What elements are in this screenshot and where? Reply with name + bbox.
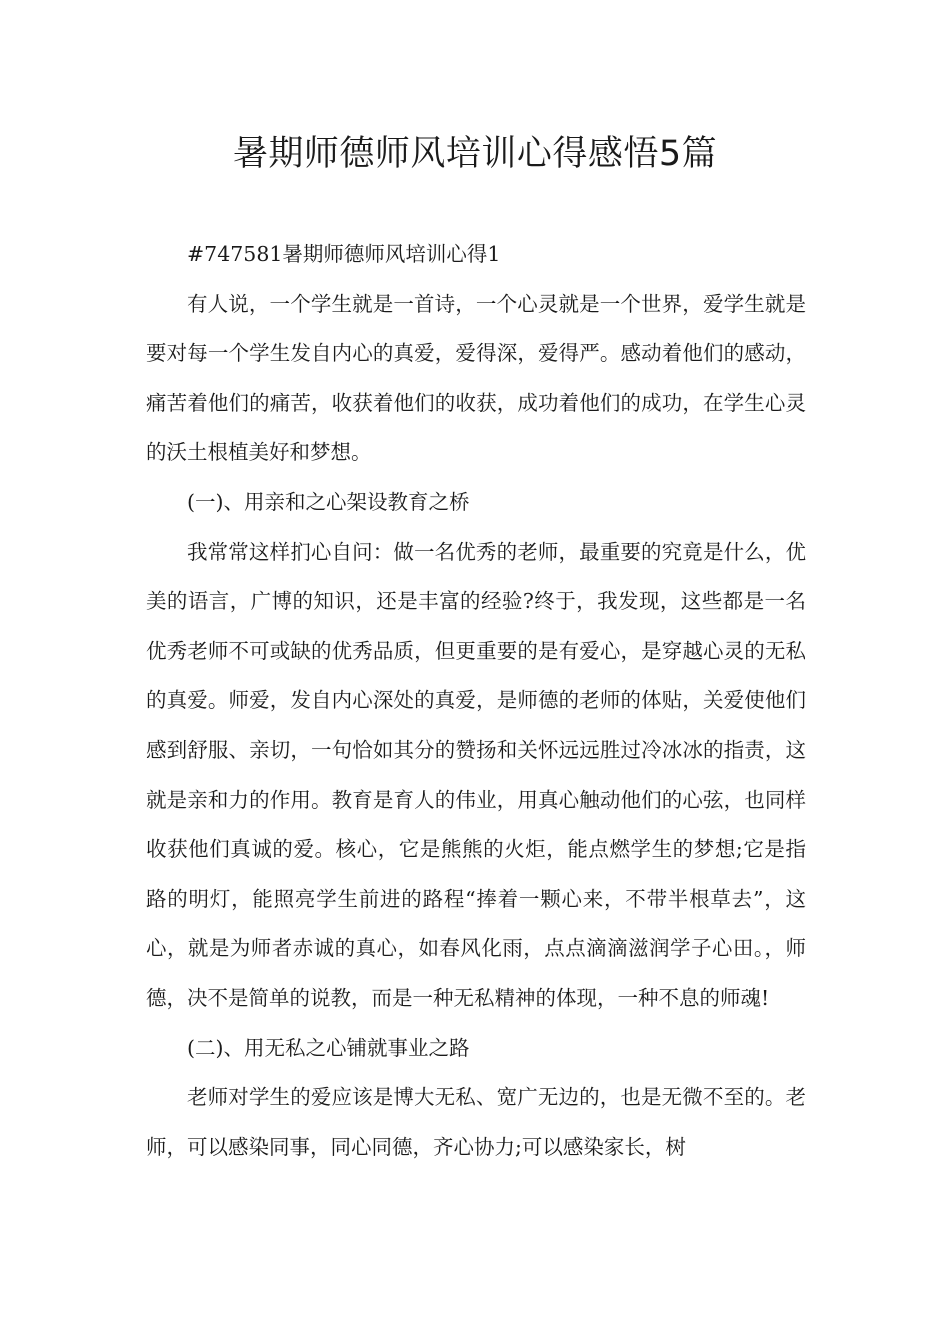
body-paragraph: 老师对学生的爱应该是博大无私、宽广无边的，也是无微不至的。老师，可以感染同事，同心同德，齐心协力;可以感染家长，树 — [146, 1085, 806, 1159]
document-body — [146, 230, 806, 1172]
body-paragraph: 我常常这样扪心自问：做一名优秀的老师，最重要的究竟是什么，优美的语言，广博的知识，还是丰富的经验?终于，我发现，这些都是一名优秀老师不可或缺的优秀品质，但更重要的是有爱心，是穿越心灵的无私的真爱。师爱，发自内心深处的真爱，是师德的老师的体贴，关爱使他们感到舒服、亲切，一句恰如其分的赞扬和关怀远远胜过冷冰冰的指责，这就是亲和力的作用。教育是育人的伟业，用真心触动他们的心弦，也同样收获他们真诚的爱。核心，它是熊熊的火炬，能点燃学生的梦想;它是指路的明灯，能照亮学生前进的路程“捧着一颗心来，不带半根草去”，这心，就是为师者赤诚的真心，如春风化雨，点点滴滴滋润学子心田。，师德，决不是简单的说教，而是一种无私精神的体现，一种不息的师魂! — [146, 539, 806, 1010]
document-title: 暑期师德师风培训心得感悟5篇 — [232, 134, 718, 174]
subsection-heading: (二)、用无私之心铺就事业之路 — [187, 1035, 470, 1060]
subsection-heading: (一)、用亲和之心架设教育之桥 — [187, 489, 470, 514]
section-heading: #747581暑期师德师风培训心得1 — [187, 242, 501, 266]
body-paragraph: 有人说，一个学生就是一首诗，一个心灵就是一个世界，爱学生就是要对每一个学生发自内心的真爱，爱得深，爱得严。感动着他们的感动，痛苦着他们的痛苦，收获着他们的收获，成功着他们的成功，在学生心灵的沃土根植美好和梦想。 — [146, 291, 806, 465]
